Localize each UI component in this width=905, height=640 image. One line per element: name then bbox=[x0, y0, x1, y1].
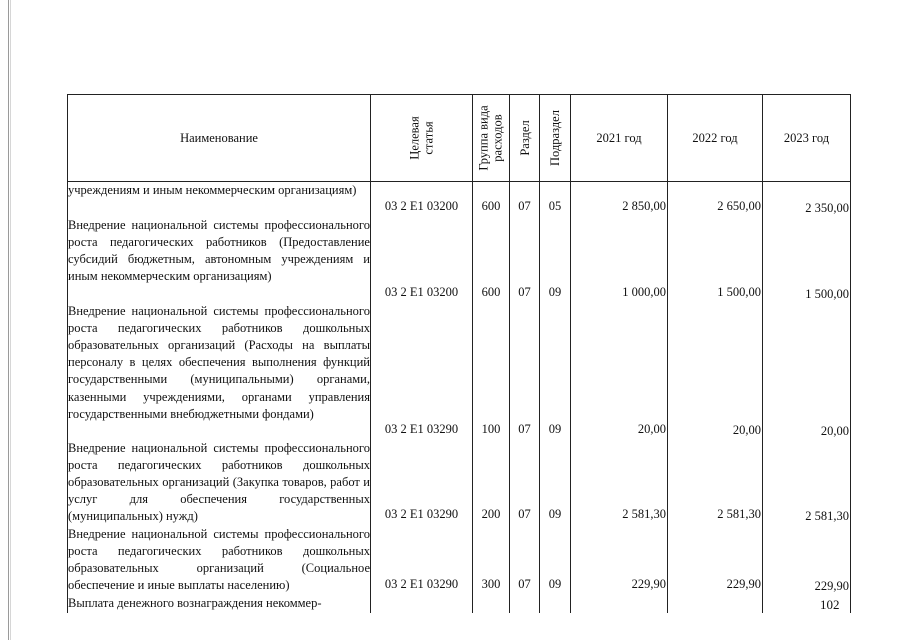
row-section-cell bbox=[510, 595, 540, 613]
table-row bbox=[68, 440, 851, 526]
row-section: 07 bbox=[518, 284, 531, 299]
row-group-cell bbox=[473, 303, 510, 440]
row-subsection: 09 bbox=[548, 576, 562, 591]
row-2022-cell bbox=[668, 595, 763, 613]
header-2022: 2022 год bbox=[668, 95, 763, 182]
row-2023-cell bbox=[763, 303, 851, 440]
row-2022-cell bbox=[668, 217, 763, 303]
header-section bbox=[510, 95, 540, 182]
table-row bbox=[68, 182, 851, 217]
row-code-cell bbox=[371, 217, 473, 303]
row-subsection-cell bbox=[540, 217, 571, 303]
row-code: 03 2 E1 03200 bbox=[384, 199, 459, 213]
row-section-cell bbox=[510, 526, 540, 595]
row-2021-cell bbox=[571, 217, 668, 303]
row-section-cell bbox=[510, 217, 540, 303]
row-2023: 1 500,00 bbox=[805, 286, 849, 301]
row-2022: 2 581,30 bbox=[717, 506, 761, 521]
row-2021-cell bbox=[571, 526, 668, 595]
row-2023-cell bbox=[763, 182, 851, 217]
row-subsection: 09 bbox=[548, 421, 562, 436]
row-code: 03 2 E1 03290 bbox=[384, 421, 459, 436]
row-name: Внедрение национальной системы профессионального роста педагогических работников (Предоставление субсидий бюджетным, автономным учреждениям и иным некоммерческим организациям) bbox=[68, 217, 371, 303]
row-2021: 229,90 bbox=[631, 576, 666, 591]
table-header bbox=[68, 95, 851, 182]
row-2021: 2 850,00 bbox=[622, 199, 666, 213]
page-number: 102 bbox=[820, 597, 840, 612]
row-2021-cell bbox=[571, 182, 668, 217]
row-2022-cell bbox=[668, 440, 763, 526]
row-name: учреждениям и иным некоммерческим организациям) bbox=[68, 182, 371, 217]
row-code: 03 2 E1 03290 bbox=[384, 576, 459, 591]
header-2021: 2021 год bbox=[571, 95, 668, 182]
header-2023: 2023 год bbox=[763, 95, 851, 182]
row-section: 07 bbox=[518, 576, 531, 591]
budget-table bbox=[67, 94, 851, 613]
header-subsection bbox=[540, 95, 571, 182]
row-section-cell bbox=[510, 182, 540, 217]
row-subsection-cell bbox=[540, 526, 571, 595]
row-name: Внедрение национальной системы профессионального роста педагогических работников дошкольных образовательных организаций (Социальное обеспечение и иные выплаты населению) bbox=[68, 526, 371, 595]
table-row bbox=[68, 303, 851, 440]
row-2022-cell bbox=[668, 303, 763, 440]
header-subsection-label: Подраздел bbox=[547, 110, 562, 166]
row-subsection-cell bbox=[540, 440, 571, 526]
row-subsection: 05 bbox=[548, 199, 562, 213]
row-subsection: 09 bbox=[548, 506, 562, 521]
row-2023-cell bbox=[763, 440, 851, 526]
row-2021-cell bbox=[571, 303, 668, 440]
table-row bbox=[68, 526, 851, 595]
row-group: 100 bbox=[481, 421, 501, 436]
row-2023-cell bbox=[763, 526, 851, 595]
row-2023: 2 581,30 bbox=[805, 508, 849, 523]
row-2021: 20,00 bbox=[637, 421, 666, 436]
row-group: 600 bbox=[481, 284, 501, 299]
row-section-cell bbox=[510, 303, 540, 440]
row-2021: 2 581,30 bbox=[622, 506, 666, 521]
row-2021-cell bbox=[571, 440, 668, 526]
row-group-cell bbox=[473, 440, 510, 526]
row-subsection-cell bbox=[540, 595, 571, 613]
table-row bbox=[68, 217, 851, 303]
row-group-cell bbox=[473, 595, 510, 613]
row-group: 200 bbox=[481, 506, 501, 521]
row-2021-cell bbox=[571, 595, 668, 613]
row-2023: 20,00 bbox=[820, 423, 849, 438]
row-section: 07 bbox=[518, 421, 531, 436]
row-2021: 1 000,00 bbox=[622, 284, 666, 299]
row-2022-cell bbox=[668, 526, 763, 595]
header-target-article-label: Целевая статья bbox=[407, 116, 436, 160]
row-group-cell bbox=[473, 182, 510, 217]
row-group: 300 bbox=[481, 576, 501, 591]
row-code-cell bbox=[371, 303, 473, 440]
row-group: 600 bbox=[481, 199, 501, 213]
row-code-cell bbox=[371, 182, 473, 217]
header-target-article bbox=[371, 95, 473, 182]
scan-edge-shadow bbox=[10, 0, 11, 640]
row-name: Выплата денежного вознаграждения некоммер- bbox=[68, 595, 371, 613]
header-expense-group-label: Группа вида расходов bbox=[476, 105, 505, 171]
scan-edge bbox=[8, 0, 9, 640]
row-subsection-cell bbox=[540, 303, 571, 440]
row-2022: 2 650,00 bbox=[717, 199, 761, 213]
row-2022: 229,90 bbox=[726, 576, 761, 591]
row-2023: 2 350,00 bbox=[805, 201, 849, 215]
row-2022-cell bbox=[668, 182, 763, 217]
row-code-cell bbox=[371, 595, 473, 613]
row-2022: 1 500,00 bbox=[717, 284, 761, 299]
header-section-label: Раздел bbox=[517, 120, 532, 156]
header-expense-group bbox=[473, 95, 510, 182]
row-code: 03 2 E1 03290 bbox=[384, 506, 459, 521]
row-2022: 20,00 bbox=[732, 422, 761, 437]
table-body bbox=[68, 182, 851, 613]
row-code-cell bbox=[371, 526, 473, 595]
row-subsection: 09 bbox=[548, 284, 562, 299]
row-name: Внедрение национальной системы профессионального роста педагогических работников дошкольных образовательных организаций (Закупка товаров, работ и услуг для обеспечения государственных (муниципальных) нужд) bbox=[68, 440, 371, 526]
row-code: 03 2 E1 03200 bbox=[384, 284, 459, 299]
row-group-cell bbox=[473, 217, 510, 303]
row-2023: 229,90 bbox=[814, 578, 849, 593]
row-section-cell bbox=[510, 440, 540, 526]
row-subsection-cell bbox=[540, 182, 571, 217]
table-row bbox=[68, 595, 851, 613]
row-code-cell bbox=[371, 440, 473, 526]
row-section: 07 bbox=[518, 506, 531, 521]
row-section: 07 bbox=[518, 199, 531, 213]
row-group-cell bbox=[473, 526, 510, 595]
row-2023-cell bbox=[763, 217, 851, 303]
header-name: Наименование bbox=[68, 95, 371, 182]
row-name: Внедрение национальной системы профессионального роста педагогических работников дошкольных образовательных организаций (Расходы на выплаты персоналу в целях обеспечения выполнения функций государственными (муниципальными) органами, казенными учреждениями, органами управления государственными внебюджетными фондами) bbox=[68, 303, 371, 440]
